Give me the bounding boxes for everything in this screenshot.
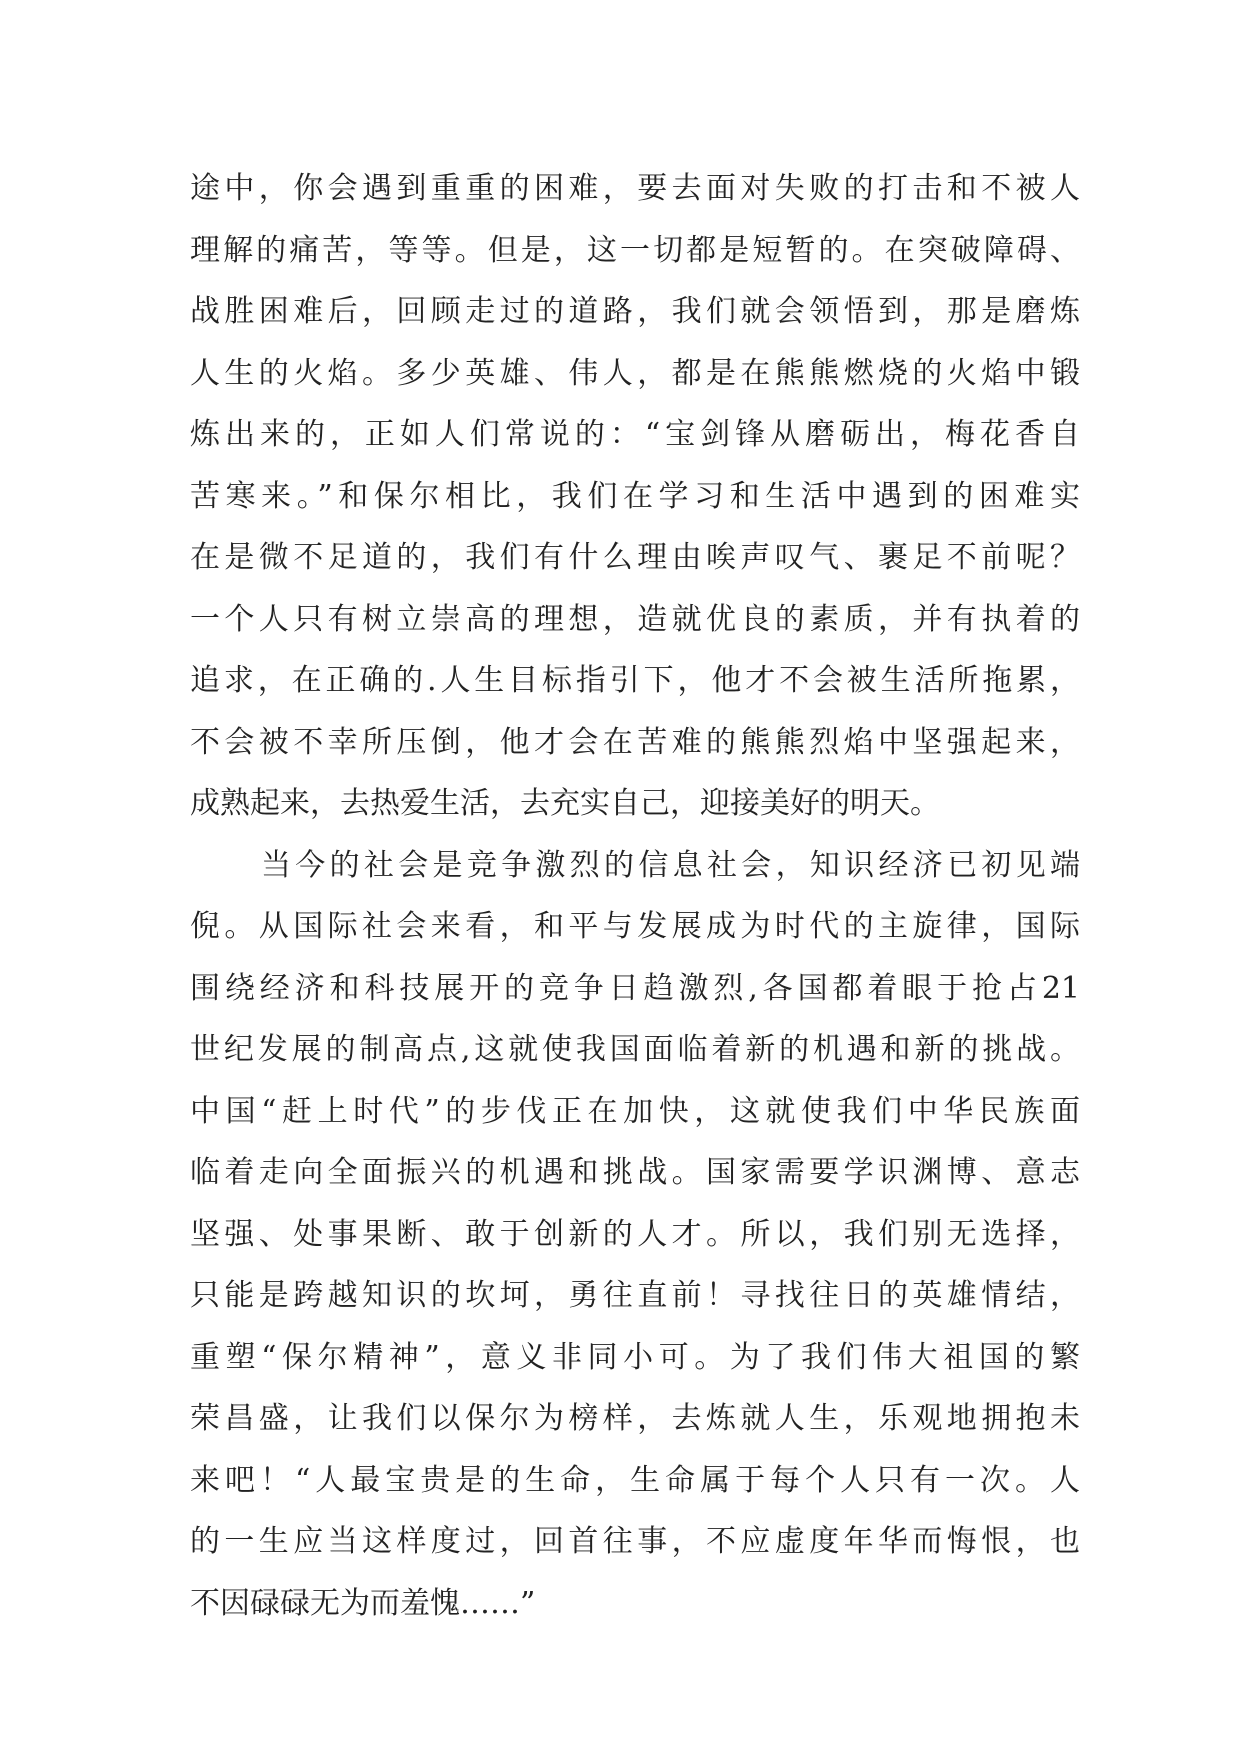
text-line: 围绕经济和科技展开的竞争日趋激烈,各国都着眼于抢占21 [190, 970, 1080, 1006]
text-line: 在是微不足道的，我们有什么理由唉声叹气、裹足不前呢？ [190, 540, 1080, 575]
text-line: 的一生应当这样度过，回首往事，不应虚度年华而悔恨，也 [190, 1524, 1080, 1559]
text-line: 临着走向全面振兴的机遇和挑战。国家需要学识渊博、意志 [190, 1155, 1080, 1190]
body-text [190, 158, 1080, 1634]
text-line: 炼出来的，正如人们常说的：“宝剑锋从磨砺出，梅花香自 [190, 417, 1080, 452]
text-line: 中国“赶上时代”的步伐正在加快，这就使我们中华民族面 [190, 1093, 1080, 1129]
text-line: 当今的社会是竞争激烈的信息社会，知识经济已初见端 [261, 847, 1080, 883]
text-line: 苦寒来。”和保尔相比，我们在学习和生活中遇到的困难实 [190, 478, 1080, 514]
text-line: 成熟起来，去热爱生活，去充实自己，迎接美好的明天。 [190, 786, 940, 821]
text-line: 途中，你会遇到重重的困难，要去面对失败的打击和不被人 [190, 171, 1080, 206]
text-line: 世纪发展的制高点,这就使我国面临着新的机遇和新的挑战。 [190, 1032, 1080, 1067]
text-line: 不因碌碌无为而羞愧……” [190, 1585, 536, 1621]
text-line: 不会被不幸所压倒，他才会在苦难的熊熊烈焰中坚强起来， [190, 724, 1080, 760]
paragraph-2 [190, 835, 1080, 1635]
paragraph-1 [190, 158, 1080, 835]
text-line: 来吧！“人最宝贵是的生命，生命属于每个人只有一次。人 [190, 1462, 1080, 1498]
text-line: 人生的火焰。多少英雄、伟人，都是在熊熊燃烧的火焰中锻 [190, 355, 1080, 391]
text-line: 追求，在正确的.人生目标指引下，他才不会被生活所拖累， [190, 663, 1080, 698]
text-line: 坚强、处事果断、敢于创新的人才。所以，我们别无选择， [190, 1216, 1080, 1252]
text-line: 理解的痛苦，等等。但是，这一切都是短暂的。在突破障碍、 [190, 232, 1080, 268]
text-line: 一个人只有树立崇高的理想，造就优良的素质，并有执着的 [190, 601, 1080, 637]
text-line: 重塑“保尔精神”，意义非同小可。为了我们伟大祖国的繁 [190, 1339, 1080, 1375]
text-line: 战胜困难后，回顾走过的道路，我们就会领悟到，那是磨炼 [190, 294, 1080, 329]
text-line: 只能是跨越知识的坎坷，勇往直前！寻找往日的英雄情结， [190, 1278, 1080, 1313]
text-line: 荣昌盛，让我们以保尔为榜样，去炼就人生，乐观地拥抱未 [190, 1401, 1080, 1436]
text-line: 倪。从国际社会来看，和平与发展成为时代的主旋律，国际 [190, 909, 1080, 944]
